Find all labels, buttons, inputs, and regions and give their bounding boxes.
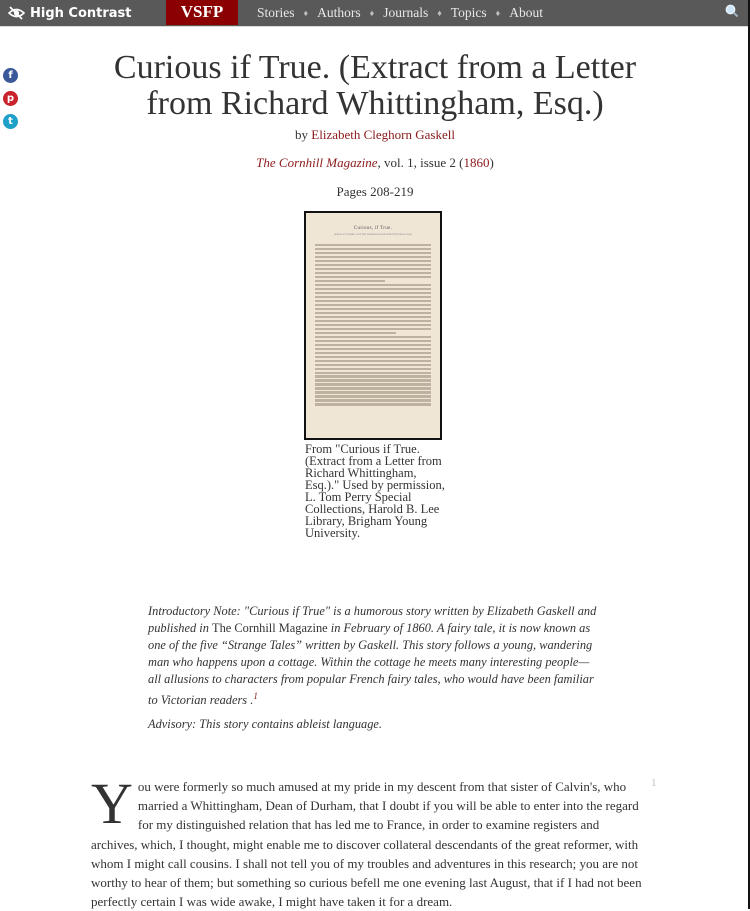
menu-separator: ♦ — [495, 8, 501, 18]
top-navbar — [0, 0, 748, 27]
content-advisory: Advisory: This story contains ableist language. — [148, 717, 383, 731]
story-paragraph — [91, 771, 646, 911]
intro-text-2: in February of 1860. A fairy tale, it is now known as one of the five “Strange Tales” written by Gaskell. This story follows a young, wandering man who happens upon a cottage. Within the cottage he meets many interesting people— all allusions to characters from popular French fairy tales, who would have been familiar to Victorian readers . — [148, 621, 594, 708]
original-page-image[interactable] — [304, 211, 442, 440]
eye-slash-icon — [8, 6, 25, 20]
menu-separator: ♦ — [369, 8, 375, 18]
main-menu — [257, 0, 543, 26]
scan-subtitle: (EXTRACT FROM A LETTER FROM RICHARD WHITTINGHAM, ESQ.) — [333, 233, 413, 236]
menu-item-topics[interactable]: Topics — [450, 5, 487, 20]
byline-prefix: by — [295, 127, 312, 142]
intro-text-1: Introductory Note: "Curious if True" is a humorous story written by Elizabeth Gaskell and published in — [148, 604, 597, 635]
close-paren: ) — [489, 155, 494, 170]
story-title: Curious if True. (Extract from a Letter from Richard Whittingham, Esq.) — [113, 49, 637, 122]
introductory-note — [148, 603, 603, 709]
high-contrast-label: High Contrast — [30, 5, 132, 21]
menu-item-stories[interactable]: Stories — [257, 5, 295, 20]
twitter-icon[interactable]: t — [3, 114, 18, 129]
year-link[interactable]: 1860 — [463, 155, 490, 170]
volume-issue: , vol. 1, issue 2 ( — [377, 155, 464, 170]
menu-item-authors[interactable]: Authors — [317, 5, 361, 20]
search-icon[interactable] — [725, 4, 739, 18]
drop-cap: Y — [91, 771, 133, 836]
byline — [0, 127, 750, 143]
high-contrast-toggle[interactable] — [8, 0, 132, 26]
scan-title: Curious, if True. — [353, 226, 393, 231]
pinterest-icon[interactable]: p — [3, 91, 18, 106]
scan-text-lines — [315, 244, 431, 406]
menu-item-about[interactable]: About — [509, 5, 543, 20]
figure-caption: From "Curious if True. (Extract from a Letter from Richard Whittingham, Esq.)." Used by permission, L. Tom Perry Special Collections, Harold B. Lee Library, Brigham Young University. — [305, 442, 445, 540]
paragraph-number: 1 — [651, 777, 657, 789]
author-link[interactable]: Elizabeth Cleghorn Gaskell — [311, 127, 455, 142]
journal-link[interactable]: The Cornhill Magazine — [256, 155, 378, 170]
brand-logo[interactable]: VSFP — [166, 0, 238, 25]
story-text: ou were formerly so much amused at my pride in my descent from that sister of Calvin's, who married a Whittingham, Dean of Durham, that I doubt if you will be able to enter into the regard for my distinguished relation that has led me to France, in order to examine registers and archives, which, I thought, might enable me to discover collateral descendants of the great reformer, with whom I might call cousins. I shall not tell you of my troubles and adventures in this research; you are not worthy to hear of them; but something so curious befell me one evening last August, that if I had not been perfectly certain I was wide awake, I might have taken it for a dream. — [91, 779, 642, 910]
menu-separator: ♦ — [303, 8, 309, 18]
publication-info — [0, 155, 750, 171]
menu-item-journals[interactable]: Journals — [383, 5, 429, 20]
footnote-link[interactable]: 1 — [253, 691, 258, 701]
intro-journal: The Cornhill Magazine — [212, 621, 328, 635]
page-range: Pages 208-219 — [336, 184, 414, 199]
menu-separator: ♦ — [437, 8, 442, 18]
facebook-icon[interactable]: f — [3, 68, 18, 83]
